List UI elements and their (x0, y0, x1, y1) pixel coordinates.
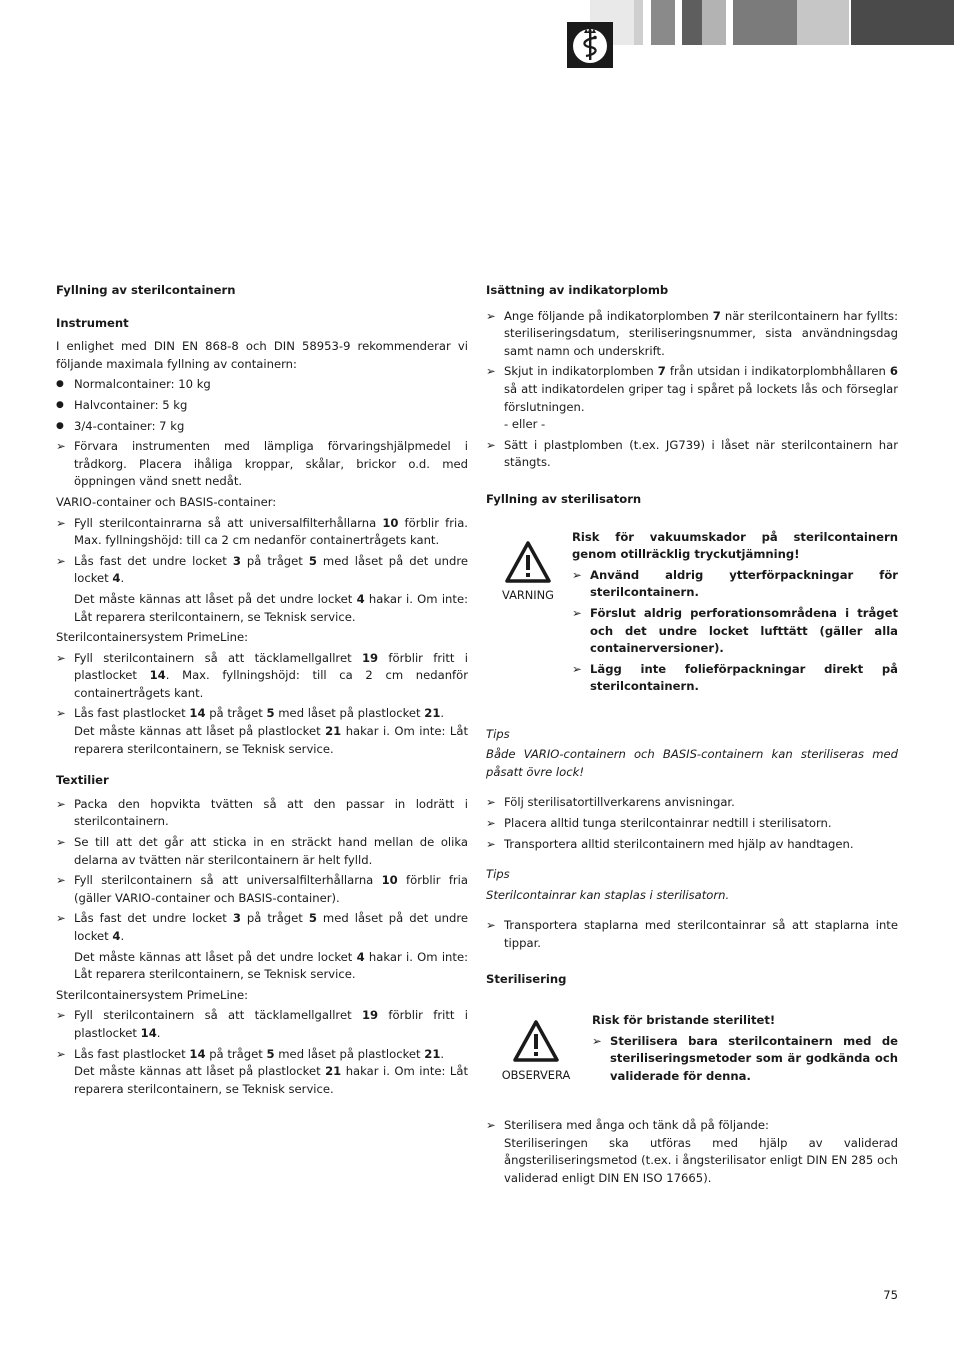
weight-list (56, 376, 468, 435)
notice-box (486, 1012, 898, 1103)
subheading-seal: Isättning av indikatorplomb (486, 283, 669, 297)
list-item: ➢ Fyll sterilcontainern så att täcklamellgallret 19 förblir fritt i plastlocket 14. Max. fyllningshöjd: till ca 2 cm nedanför containertrågets kant. (56, 650, 469, 700)
list-item: ➢ Ange följande på indikatorplomben 7 när sterilcontainern har fyllts: steriliseringsdatum, steriliseringsnummer, sista användningsdag samt namn och underskrift. (486, 308, 899, 358)
list-item: ➢ Transportera alltid sterilcontainern med hjälp av handtagen. (486, 836, 854, 851)
section-title: Fyllning av sterilcontainern (56, 283, 236, 297)
subheading-fill-sterilizer: Fyllning av sterilisatorn (486, 491, 642, 506)
warning-icon (492, 541, 564, 603)
page-number: 75 (883, 1288, 898, 1302)
list-item: ● 3/4-container: 7 kg (56, 418, 185, 433)
list-item: ➢ Fyll sterilcontainern så att täcklamellgallret 19 förblir fritt i plastlocket 14. (56, 1008, 468, 1040)
subheading-textiles: Textilier (56, 773, 109, 788)
subheading-instrument: Instrument (56, 315, 129, 330)
caduceus-crown-icon (567, 22, 613, 68)
vario-label: VARIO-container och BASIS-container: (56, 494, 277, 509)
header-bar (733, 0, 797, 45)
list-item: ➢ Sterilisera bara sterilcontainern med de steriliseringsmetoder som är godkända och validerade för denna. (592, 1033, 898, 1083)
list-item: ➢ Transportera staplarna med sterilcontainrar så att staplarna inte tippar. (486, 918, 898, 950)
list-item: ➢ Sätt i plastplomben (t.ex. JG739) i låset när sterilcontainern har stängts. (486, 437, 898, 470)
continuation: Det måste kännas att låset på plastlocket 21 hakar i. Om inte: Låt reparera sterilcontainern, se Teknisk service. (74, 724, 468, 756)
list-item: ➢ Skjut in indikatorplomben 7 från utsidan i indikatorplombhållaren 6 så att indikatordelen griper tag i spåret på lockets lås och förseglar förslutningen. (486, 364, 898, 414)
list-item: ➢ Lås fast det undre locket 3 på tråget 5 med låset på det undre locket 4. (56, 911, 468, 943)
tip-label: Tips (486, 726, 510, 741)
list-item: ➢ Följ sterilisatortillverkarens anvisningar. (486, 795, 735, 810)
list-item: ➢ Lås fast plastlocket 14 på tråget 5 med låset på plastlocket 21. (56, 706, 445, 721)
continuation: Det måste kännas att låset på plastlocket 21 hakar i. Om inte: Låt reparera sterilcontainern, se Teknisk service. (74, 1064, 468, 1096)
list-item: ➢ Lås fast plastlocket 14 på tråget 5 med låset på plastlocket 21. (56, 1046, 445, 1061)
right-column (486, 282, 898, 1187)
list-item: ➢ Använd aldrig ytterförpackningar för sterilcontainern. (572, 567, 898, 600)
list-item: ➢ Fyll sterilcontainern så att universalfilterhållarna 10 förblir fria (gäller VARIO-container och BASIS-container). (56, 873, 468, 905)
list-item: ➢ Fyll sterilcontainrarna så att universalfilterhållarna 10 förblir fria. Max. fyllningshöjd: till ca 2 cm nedanför containertrågets kant. (56, 515, 468, 548)
notice-label: OBSERVERA (501, 1067, 571, 1082)
continuation: Det måste kännas att låset på det undre locket 4 hakar i. Om inte: Låt reparera sterilcontainern, se Teknisk service. (74, 591, 468, 624)
list-item: ➢ Placera alltid tunga sterilcontainrar nedtill i sterilisatorn. (486, 815, 832, 830)
continuation: Det måste kännas att låset på det undre locket 4 hakar i. Om inte: Låt reparera sterilcontainern, se Teknisk service. (74, 949, 468, 982)
caution-icon (500, 1020, 572, 1082)
tip-text: Sterilcontainrar kan staplas i sterilisatorn. (486, 887, 730, 902)
instrument-intro: I enlighet med DIN EN 868-8 och DIN 58953-9 rekommenderar vi följande maximala fyllning av containern: (56, 339, 468, 371)
header-bar (702, 0, 726, 45)
list-item: ➢ Packa den hopvikta tvätten så att den passar in lodrätt i sterilcontainern. (56, 796, 468, 829)
subheading-sterilization: Sterilisering (486, 972, 567, 987)
list-item: ➢ Förvara instrumenten med lämpliga förvaringshjälpmedel i trådkorg. Placera ihåliga kroppar, skålar, brickor o.d. med öppningen vänd snett nedåt. (56, 439, 468, 489)
warning-label: VARNING (502, 588, 554, 603)
header-bar (797, 0, 849, 45)
left-column (56, 282, 468, 1098)
header-bar (851, 0, 954, 45)
list-item: ➢ Lägg inte folieförpackningar direkt på sterilcontainern. (572, 661, 898, 694)
header-bar (651, 0, 675, 45)
primeline-label: Sterilcontainersystem PrimeLine: (56, 630, 249, 645)
list-item: ● Halvcontainer: 5 kg (56, 397, 188, 412)
list-item: ● Normalcontainer: 10 kg (56, 377, 211, 392)
list-item: ➢ Se till att det går att sticka in en sträckt hand mellan de olika delarna av tvätten när sterilcontainern är helt fylld. (56, 835, 468, 867)
tip-label: Tips (486, 867, 510, 882)
tip-text: Både VARIO-containern och BASIS-containern kan steriliseras med påsatt övre lock! (486, 747, 898, 779)
header-bar (634, 0, 643, 45)
or-separator: - eller - (504, 417, 546, 432)
list-item: ➢ Sterilisera med ånga och tänk då på följande: (486, 1118, 769, 1133)
primeline-label: Sterilcontainersystem PrimeLine: (56, 987, 249, 1002)
warning-box (486, 529, 898, 699)
list-item: ➢ Lås fast det undre locket 3 på tråget 5 med låset på det undre locket 4. (56, 553, 468, 586)
list-item: ➢ Förslut aldrig perforationsområdena i tråget och det undre locket lufttätt (gäller alla containerversioner). (572, 605, 898, 656)
header-bar (682, 0, 702, 45)
notice-text: Risk för bristande sterilitet! ➢ Sterilisera bara sterilcontainern med de steriliseringsmetoder som är godkända och validerade för denna. (592, 1012, 898, 1085)
continuation: Steriliseringen ska utföras med hjälp av validerad ångsteriliseringsmetod (t.ex. i ångsterilisator enligt DIN EN 285 och validerad enligt DIN EN ISO 17665). (504, 1135, 898, 1185)
warning-text: Risk för vakuumskador på sterilcontainern genom otillräcklig tryckutjämning! ➢ Använd aldrig ytterförpackningar för sterilcontainern. ➢ Förslut aldrig perforationsområdena i tråget och det undre locket lufttätt (gäller alla containerversioner). ➢ Lägg inte folieförpackningar direkt på sterilcontainern. (572, 529, 898, 696)
